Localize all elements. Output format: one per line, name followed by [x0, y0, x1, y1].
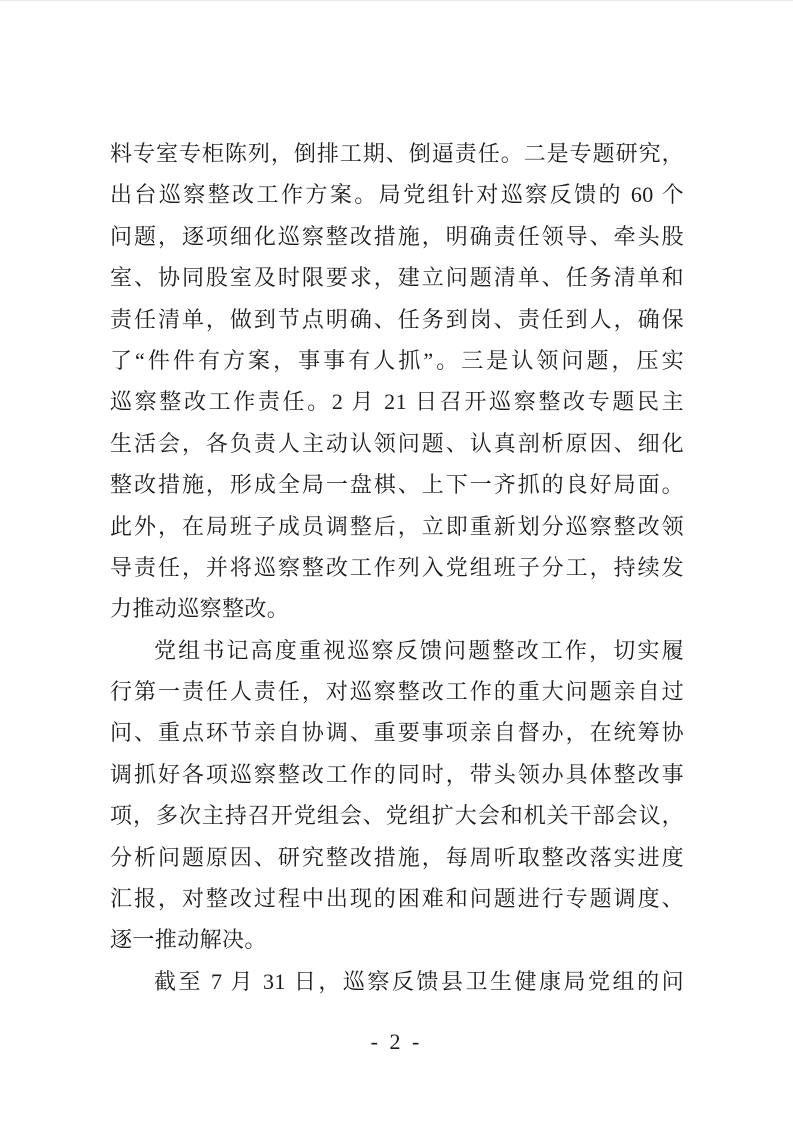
text-line-paragraph-start: 党组书记高度重视巡察反馈问题整改工作，切实履 — [154, 637, 684, 663]
text-line: 问题，逐项细化巡察整改措施，明确责任领导、牵头股 — [110, 223, 684, 249]
text-line: 行第一责任人责任，对巡察整改工作的重大问题亲自过 — [110, 679, 684, 705]
document-body-text — [110, 133, 684, 1002]
text-line: 汇报，对整改过程中出现的困难和问题进行专题调度、 — [110, 886, 684, 912]
text-line: 出台巡察整改工作方案。局党组针对巡察反馈的 60 个 — [110, 182, 684, 208]
text-line: 导责任，并将巡察整改工作列入党组班子分工，持续发 — [110, 554, 684, 580]
text-line: 室、协同股室及时限要求，建立问题清单、任务清单和 — [110, 265, 684, 291]
text-line: 了“件件有方案，事事有人抓”。三是认领问题，压实 — [110, 347, 684, 373]
text-line: 分析问题原因、研究整改措施，每周听取整改落实进度 — [110, 844, 684, 870]
text-line: 调抓好各项巡察整改工作的同时，带头领办具体整改事 — [110, 761, 684, 787]
text-line: 此外，在局班子成员调整后，立即重新划分巡察整改领 — [110, 513, 684, 539]
page-number: - 2 - — [370, 1029, 423, 1054]
text-line-paragraph-start: 截至 7 月 31 日，巡察反馈县卫生健康局党组的问 — [154, 968, 684, 994]
text-line: 问、重点环节亲自协调、重要事项亲自督办，在统筹协 — [110, 720, 684, 746]
text-line: 责任清单，做到节点明确、任务到岗、责任到人，确保 — [110, 306, 684, 332]
text-line: 整改措施，形成全局一盘棋、上下一齐抓的良好局面。 — [110, 472, 684, 498]
text-line-paragraph-end: 力推动巡察整改。 — [110, 596, 290, 622]
text-line: 项，多次主持召开党组会、党组扩大会和机关干部会议， — [110, 803, 684, 829]
text-line-paragraph-end: 逐一推动解决。 — [110, 927, 267, 953]
page-edge-divider — [0, 0, 793, 1]
text-line: 生活会，各负责人主动认领问题、认真剖析原因、细化 — [110, 430, 684, 456]
text-line: 巡察整改工作责任。2 月 21 日召开巡察整改专题民主 — [110, 389, 684, 415]
text-line: 料专室专柜陈列，倒排工期、倒逼责任。二是专题研究， — [110, 141, 684, 166]
